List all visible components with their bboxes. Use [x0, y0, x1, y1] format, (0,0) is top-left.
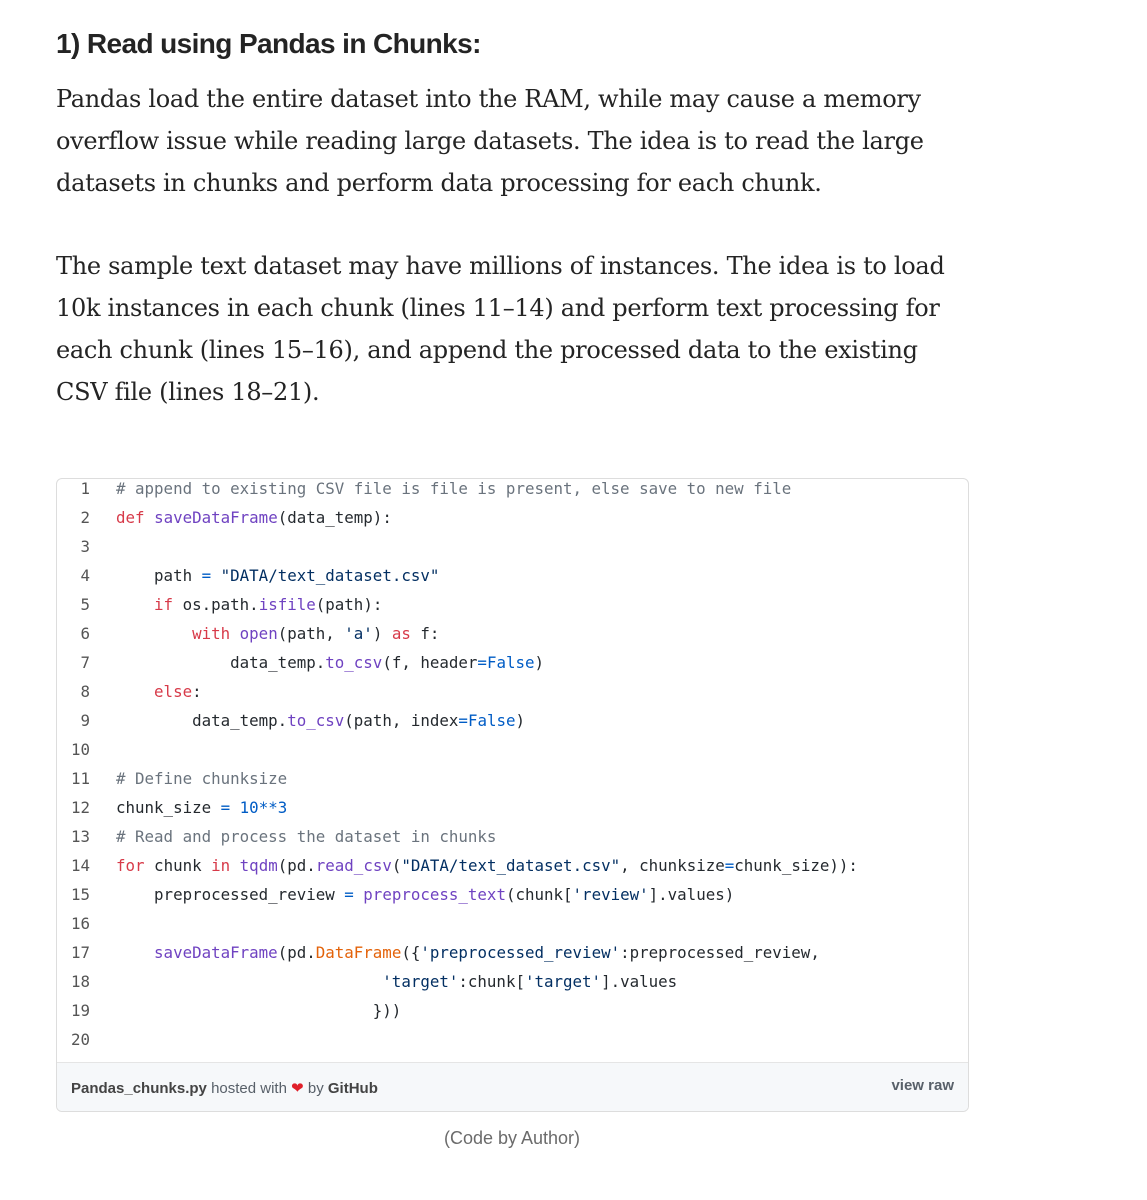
code-token: preprocessed_review — [116, 885, 345, 904]
code-token: chunk — [144, 856, 212, 875]
code-token: ( — [391, 856, 402, 875]
line-number[interactable]: 12 — [70, 798, 90, 817]
code-line — [57, 624, 439, 653]
code-line — [57, 711, 525, 740]
code-token: chunk_size — [116, 798, 221, 817]
by-text: by — [307, 1080, 324, 1097]
code-token: as — [391, 624, 411, 643]
code-token — [116, 682, 154, 701]
code-line — [57, 914, 116, 943]
line-number[interactable]: 19 — [70, 1001, 90, 1020]
code-line — [57, 943, 820, 972]
code-token: ].values) — [648, 885, 735, 904]
line-number[interactable]: 18 — [70, 972, 90, 991]
code-token: # Define chunksize — [116, 769, 288, 788]
code-token: chunk_size)): — [734, 856, 858, 875]
code-token: = — [201, 566, 212, 585]
code-line — [57, 1001, 401, 1030]
code-token: = — [477, 653, 487, 672]
code-token: False — [467, 711, 516, 730]
code-token: in — [211, 856, 231, 875]
code-token: (pd. — [277, 943, 316, 962]
code-block — [57, 479, 968, 1061]
line-number[interactable]: 14 — [70, 856, 90, 875]
code-token: ) — [515, 711, 526, 730]
code-token: False — [486, 653, 535, 672]
code-token: "DATA/text_dataset.csv" — [401, 856, 621, 875]
code-token: : — [192, 682, 202, 701]
line-number[interactable]: 17 — [70, 943, 90, 962]
heart-icon: ❤ — [291, 1080, 304, 1097]
code-token — [230, 624, 240, 643]
code-token: ) — [372, 624, 392, 643]
code-token: (path, — [277, 624, 345, 643]
code-token: 10 — [239, 798, 259, 817]
code-token: open — [239, 624, 278, 643]
line-number[interactable]: 15 — [70, 885, 90, 904]
line-number[interactable]: 13 — [70, 827, 90, 846]
code-token: tqdm — [239, 856, 278, 875]
code-token — [116, 972, 382, 991]
code-token: data_temp. — [116, 711, 288, 730]
code-token: (path, index — [344, 711, 459, 730]
code-token: (data_temp): — [277, 508, 392, 527]
code-token: f: — [410, 624, 440, 643]
code-token: 'target' — [524, 972, 602, 991]
code-line — [57, 856, 858, 885]
code-line — [57, 566, 439, 595]
code-line — [57, 769, 287, 798]
code-token: })) — [116, 1001, 402, 1020]
code-token — [211, 566, 221, 585]
code-token — [145, 508, 155, 527]
code-token: (f, header — [382, 653, 478, 672]
code-token: saveDataFrame — [154, 943, 278, 962]
line-number[interactable]: 2 — [80, 508, 90, 527]
code-line — [57, 595, 382, 624]
code-token: "DATA/text_dataset.csv" — [220, 566, 440, 585]
code-token: (chunk[ — [505, 885, 573, 904]
code-line — [57, 740, 116, 769]
line-number[interactable]: 16 — [70, 914, 90, 933]
code-line — [57, 653, 544, 682]
code-token — [230, 798, 240, 817]
code-token: # Read and process the dataset in chunks — [116, 827, 497, 846]
paragraph-intro: Pandas load the entire dataset into the RAM, while may cause a memory overflow issue while reading large datasets. The idea is to read the large datasets in chunks and perform data processing for each chunk. — [56, 85, 924, 197]
line-number[interactable]: 11 — [70, 769, 90, 788]
code-token — [116, 595, 154, 614]
code-token: (path): — [315, 595, 383, 614]
gist-footer — [57, 1062, 968, 1111]
figure-caption: (Code by Author) — [443, 1128, 581, 1148]
code-token: if — [154, 595, 174, 614]
line-number[interactable]: 3 — [80, 537, 90, 556]
code-token: else — [154, 682, 193, 701]
code-token: 3 — [277, 798, 288, 817]
code-token: , chunksize — [620, 856, 725, 875]
code-line — [57, 537, 116, 566]
code-token: for — [116, 856, 145, 875]
code-token — [116, 943, 154, 962]
code-token: = — [344, 885, 354, 904]
code-line — [57, 682, 202, 711]
code-token — [354, 885, 364, 904]
code-token: = — [724, 856, 735, 875]
code-token: to_csv — [287, 711, 345, 730]
code-token: # append to existing CSV file is file is present, else save to new file — [116, 479, 792, 498]
code-token — [116, 624, 192, 643]
github-link[interactable]: GitHub — [327, 1080, 378, 1097]
line-number[interactable]: 6 — [80, 624, 90, 643]
line-number[interactable]: 7 — [80, 653, 90, 672]
code-token — [230, 856, 240, 875]
gist-filename-link[interactable]: Pandas_chunks.py — [71, 1080, 207, 1097]
line-number[interactable]: 5 — [80, 595, 90, 614]
code-token: = — [458, 711, 468, 730]
code-token: 'preprocessed_review' — [420, 943, 621, 962]
code-token: 'review' — [572, 885, 649, 904]
line-number[interactable]: 4 — [80, 566, 90, 585]
code-line — [57, 798, 287, 827]
code-token: 'a' — [344, 624, 373, 643]
code-token: read_csv — [315, 856, 392, 875]
code-token: ].values — [601, 972, 678, 991]
code-token: path — [116, 566, 202, 585]
gist-meta — [71, 1079, 378, 1097]
code-token: isfile — [258, 595, 316, 614]
line-number[interactable]: 10 — [70, 740, 90, 759]
github-gist-embed — [56, 478, 969, 1112]
code-token: ({ — [401, 943, 421, 962]
code-line — [57, 1030, 116, 1059]
code-token: 'target' — [382, 972, 459, 991]
code-line — [57, 827, 496, 856]
code-token: os.path. — [173, 595, 259, 614]
code-token: ** — [258, 798, 278, 817]
code-line — [57, 972, 677, 1001]
view-raw-link[interactable]: view raw — [891, 1077, 954, 1094]
code-token: = — [220, 798, 231, 817]
code-token: :preprocessed_review, — [620, 943, 820, 962]
section-heading: 1) Read using Pandas in Chunks: — [56, 28, 481, 59]
code-token: saveDataFrame — [154, 508, 278, 527]
code-token: (pd. — [277, 856, 316, 875]
line-number[interactable]: 1 — [80, 479, 90, 498]
code-token: with — [192, 624, 231, 643]
code-line — [57, 885, 734, 914]
code-token: data_temp. — [116, 653, 326, 672]
code-token: preprocess_text — [363, 885, 506, 904]
code-line — [57, 479, 791, 508]
code-token: to_csv — [325, 653, 383, 672]
line-number[interactable]: 9 — [80, 711, 90, 730]
paragraph-description: The sample text dataset may have millions of instances. The idea is to load 10k instances in each chunk (lines 11–14) and perform text processing for each chunk (lines 15–16), and append the processed data to the existing CSV file (lines 18–21). — [56, 252, 945, 406]
code-line — [57, 508, 392, 537]
code-token: :chunk[ — [458, 972, 525, 991]
line-number[interactable]: 8 — [80, 682, 90, 701]
code-token: ) — [534, 653, 545, 672]
hosted-with-text: hosted with — [211, 1080, 287, 1097]
line-number[interactable]: 20 — [70, 1030, 90, 1049]
code-token: def — [116, 508, 145, 527]
code-token: DataFrame — [315, 943, 402, 962]
